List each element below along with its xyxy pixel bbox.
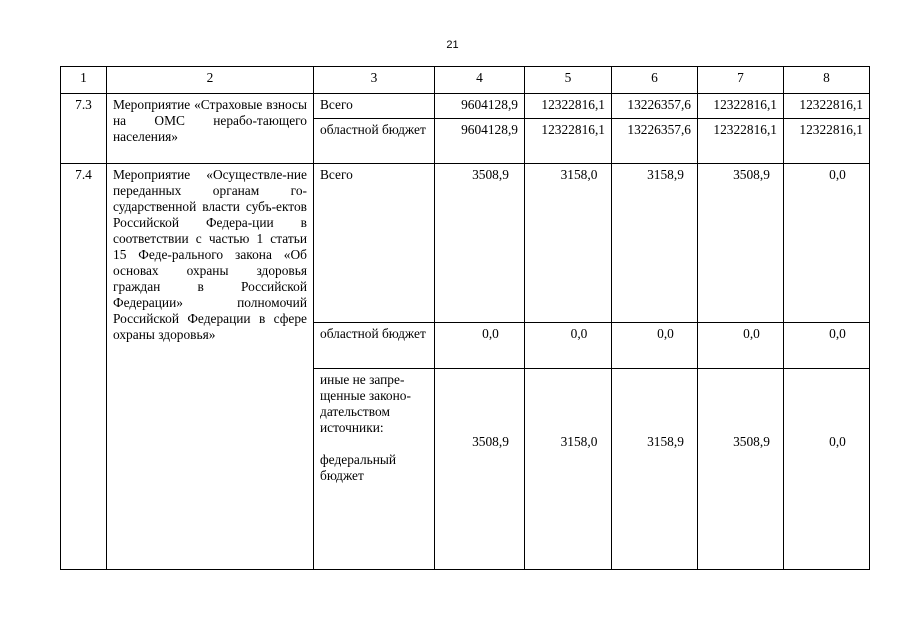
- value-cell: [525, 164, 612, 323]
- header-cell-1: 1: [61, 67, 107, 94]
- table-row: [61, 94, 870, 119]
- value-text: 3508,9: [733, 167, 770, 182]
- source-label: Всего: [314, 164, 435, 323]
- event-description: Мероприятие «Страховые взносы на ОМС нерабо-тающего населения»: [107, 94, 314, 164]
- value-cell: 13226357,6: [612, 119, 698, 164]
- header-cell-3: 3: [314, 67, 435, 94]
- value-cell: [612, 323, 698, 369]
- value-cell: [698, 369, 784, 570]
- value-text: 0,0: [657, 326, 674, 341]
- value-text: 3508,9: [472, 434, 509, 449]
- value-text: 3158,9: [647, 434, 684, 449]
- value-cell: [784, 369, 870, 570]
- value-cell: [698, 323, 784, 369]
- value-text: 3158,0: [560, 167, 598, 182]
- value-cell: [612, 369, 698, 570]
- page-number: 21: [446, 39, 459, 51]
- value-cell: [698, 164, 784, 323]
- value-cell: [612, 164, 698, 323]
- value-cell: [435, 164, 525, 323]
- value-text: 0,0: [829, 326, 846, 341]
- table-row: [61, 164, 870, 323]
- value-text: 0,0: [570, 326, 588, 341]
- source-label: областной бюджет: [314, 119, 435, 164]
- value-cell: 12322816,1: [525, 94, 612, 119]
- spacer: [704, 372, 777, 434]
- spacer: [320, 436, 428, 452]
- value-cell: [435, 323, 525, 369]
- spacer: [790, 372, 863, 434]
- source-label: Всего: [314, 94, 435, 119]
- value-text: 3508,9: [472, 167, 509, 182]
- budget-table: [60, 66, 870, 570]
- value-text: 0,0: [743, 326, 760, 341]
- value-text: 0,0: [829, 434, 846, 449]
- spacer: [441, 372, 518, 434]
- row-id: 7.3: [61, 94, 107, 164]
- spacer: [531, 372, 605, 434]
- value-cell: [525, 369, 612, 570]
- value-cell: 12322816,1: [698, 119, 784, 164]
- value-cell: [784, 323, 870, 369]
- value-cell: [525, 323, 612, 369]
- value-text: 3158,0: [560, 434, 598, 449]
- header-cell-5: 5: [525, 67, 612, 94]
- header-cell-4: 4: [435, 67, 525, 94]
- value-cell: 9604128,9: [435, 94, 525, 119]
- value-cell: [784, 164, 870, 323]
- value-cell: 13226357,6: [612, 94, 698, 119]
- spacer: [618, 372, 691, 434]
- value-text: 0,0: [829, 167, 846, 182]
- source-cell: [314, 369, 435, 570]
- header-row: [61, 67, 870, 94]
- value-text: 3158,9: [647, 167, 684, 182]
- header-cell-6: 6: [612, 67, 698, 94]
- header-cell-2: 2: [107, 67, 314, 94]
- event-description: Мероприятие «Осуществле-ние переданных органам го-сударственной власти субъ-ектов Российской Федера-ции в соответствии с частью 1 статьи 15 Феде-рального закона «Об основах охраны здоровья граждан в Российской Федерации» полномочий Российской Федерации в сфере охраны здоровья»: [107, 164, 314, 570]
- source-label: областной бюджет: [314, 323, 435, 369]
- source-sublabel: федеральный бюджет: [320, 452, 397, 483]
- value-text: 0,0: [482, 326, 499, 341]
- value-cell: 12322816,1: [525, 119, 612, 164]
- header-cell-8: 8: [784, 67, 870, 94]
- value-cell: 12322816,1: [784, 119, 870, 164]
- value-cell: 12322816,1: [698, 94, 784, 119]
- header-cell-7: 7: [698, 67, 784, 94]
- value-text: 3508,9: [733, 434, 770, 449]
- value-cell: 12322816,1: [784, 94, 870, 119]
- source-label: иные не запре-щенные законо-дательством источники:: [320, 372, 411, 435]
- row-id: 7.4: [61, 164, 107, 570]
- value-cell: [435, 369, 525, 570]
- value-cell: 9604128,9: [435, 119, 525, 164]
